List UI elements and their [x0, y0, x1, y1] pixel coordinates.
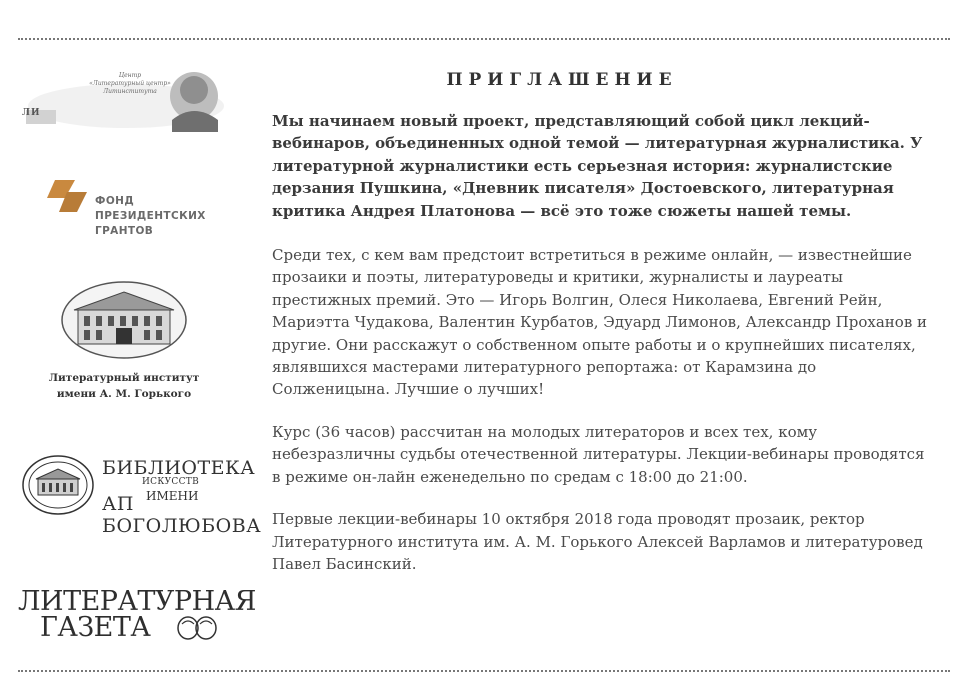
literary-institute-logo [34, 280, 234, 410]
library-title: БИБЛИОТЕКА [102, 457, 256, 479]
literary-center-abbr: ЛИ [22, 108, 41, 118]
lead-paragraph: Мы начинаем новый проект, представляющий собой цикл лекций-вебинаров, объединенных одной темой — литературная журналистика. У литературной журналистики есть серьезная история: журналистские дерзания Пушкина, «Дневник писателя» Достоевского, литературная критика Андрея Платонова — всё это тоже сюжеты нашей темы. [272, 112, 923, 220]
writers-profiles-icon [174, 614, 222, 640]
fund-name: ФОНД ПРЕЗИДЕНТСКИХ ГРАНТОВ [95, 195, 206, 237]
literary-center-logo [22, 62, 234, 138]
partner-logos-sidebar [14, 58, 262, 658]
gazeta-line-1: ЛИТЕРАТУРНАЯ [18, 586, 256, 617]
first-lectures-paragraph: Первые лекции-вебинары 10 октября 2018 года проводят прозаик, ректор Литературного института им. А. М. Горького Алексей Варламов и литературовед Павел Басинский. [272, 510, 923, 573]
library-imeni: ИМЕНИ [146, 489, 199, 503]
library-emblem-icon [20, 453, 96, 517]
presidential-grants-fund-logo [47, 176, 237, 236]
fund-emblem-icon [47, 178, 93, 218]
course-paragraph: Курс (36 часов) рассчитан на молодых литераторов и всех тех, кому небезразличны судьбы отечественной литературы. Лекции-вебинары проводятся в режиме он-лайн еженедельно по средам с 18:00 до 21:00. [272, 422, 925, 486]
institute-caption: Литературный институт имени А. М. Горького [48, 372, 200, 400]
literaturnaya-gazeta-logo [14, 586, 256, 646]
bottom-dotted-rule [18, 670, 950, 672]
top-dotted-rule [18, 38, 950, 40]
page-title: ПРИГЛАШЕНИЕ [446, 70, 678, 90]
speakers-paragraph: Среди тех, с кем вам предстоит встретиться в режиме онлайн, — известнейшие прозаики и поэты, литературоведы и критики, журналисты и лауреаты престижных премий. Это — Игорь Волгин, Олеся Николаева, Евгений Рейн, Мариэтта Чудакова, Валентин Курбатов, Эдуард Лимонов, Александр Проханов и другие. Они расскажут о собственном опыте работы и о крупнейших писателях, являвшихся мастерами литературного репортажа: от Карамзина до Солженицына. Лучшие о лучших! [272, 246, 928, 399]
library-subtitle: ИСКУССТВ [142, 477, 199, 487]
invitation-content [272, 70, 932, 575]
literary-center-tiny-text: Центр «Литературный центр» Литинститута [89, 72, 171, 95]
library-name: АП БОГОЛЮБОВА [102, 493, 262, 537]
gazeta-line-2: ГАЗЕТА [40, 612, 151, 643]
institute-building-icon [60, 280, 188, 360]
bogolyubov-library-logo [20, 453, 262, 537]
